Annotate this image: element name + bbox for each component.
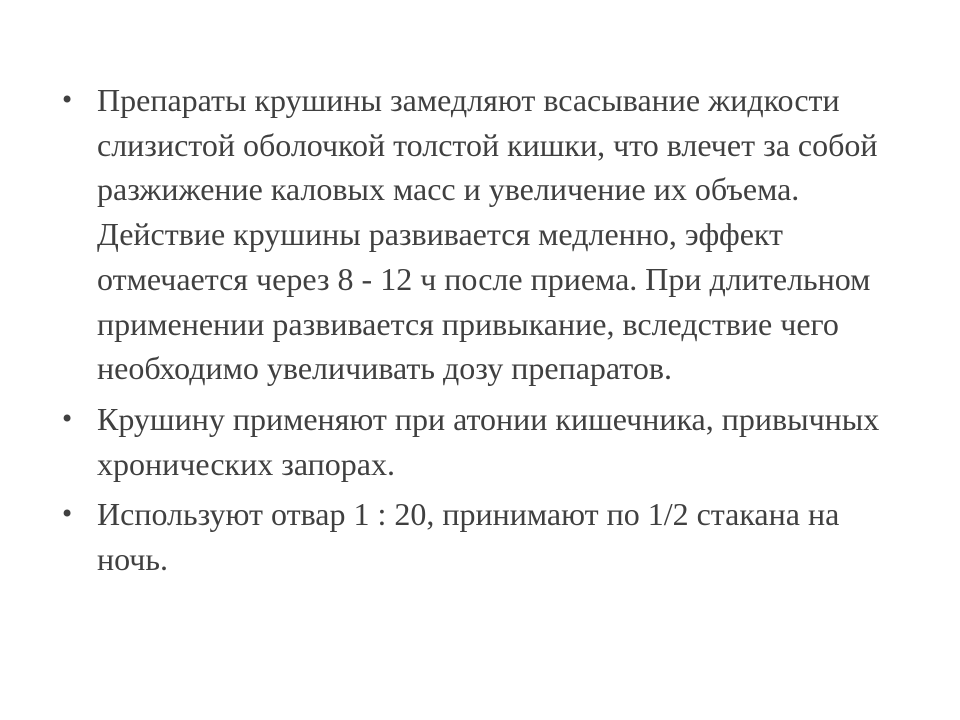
bullet-list xyxy=(60,78,880,588)
bullet-text: Препараты крушины замедляют всасывание жидкости слизистой оболочкой толстой кишки, что влечет за собой разжижение каловых масс и увеличение их объема. Действие крушины развивается медленно, эффект отмечается через 8 - 12 ч после приема. При длительном применении развивается привыкание, вследствие чего необходимо увеличивать дозу препаратов. xyxy=(97,82,878,387)
bullet-icon: • xyxy=(60,404,75,433)
bullet-item xyxy=(60,492,880,581)
bullet-text: Крушину применяют при атонии кишечника, привычных хронических запорах. xyxy=(97,400,880,482)
bullet-icon: • xyxy=(60,86,75,114)
bullet-item xyxy=(60,397,880,486)
bullet-text: Используют отвар 1 : 20, принимают по 1/2 стакана на ночь. xyxy=(97,496,840,578)
bullet-item xyxy=(60,78,880,391)
bullet-icon: • xyxy=(60,500,75,529)
